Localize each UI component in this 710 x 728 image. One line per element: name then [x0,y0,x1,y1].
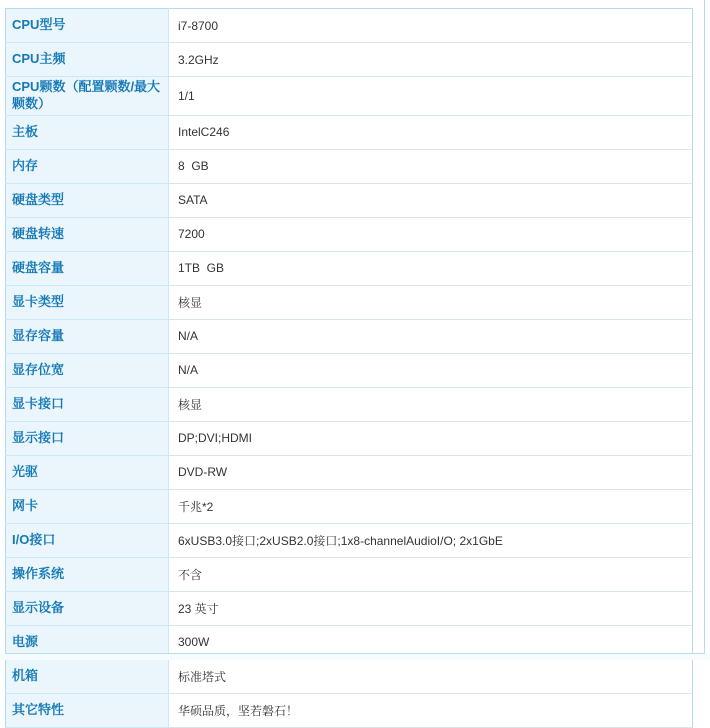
spec-label: 硬盘类型 [6,183,169,217]
spec-label: 机箱 [6,659,169,693]
spec-value: 8 GB [169,149,693,183]
spec-label: 其它特性 [6,693,169,727]
spec-label: CPU颗数（配置颗数/最大颗数） [6,77,169,116]
spec-row [6,353,693,387]
spec-value: 核显 [169,285,693,319]
spec-row [6,523,693,557]
spec-row [6,421,693,455]
spec-value: 23 英寸 [169,591,693,625]
spec-row [6,217,693,251]
spec-label: 主板 [6,115,169,149]
spec-label: 网卡 [6,489,169,523]
spec-row [6,387,693,421]
spec-value: N/A [169,319,693,353]
spec-label: 显卡接口 [6,387,169,421]
panel-footer-area [0,654,710,660]
spec-label: 显示设备 [6,591,169,625]
spec-row [6,659,693,693]
spec-value: 300W [169,625,693,659]
spec-label: 显示接口 [6,421,169,455]
spec-label: 显存位宽 [6,353,169,387]
spec-row [6,693,693,727]
spec-value: 华硕品质，坚若磐石！ [169,693,693,727]
spec-value: N/A [169,353,693,387]
spec-value: DVD-RW [169,455,693,489]
spec-value: 标准塔式 [169,659,693,693]
spec-value: DP;DVI;HDMI [169,421,693,455]
spec-label: 操作系统 [6,557,169,591]
spec-row [6,9,693,43]
spec-label: 光驱 [6,455,169,489]
spec-value: 3.2GHz [169,43,693,77]
spec-value: 6xUSB3.0接口;2xUSB2.0接口;1x8-channelAudioI/O; 2x1GbE [169,523,693,557]
spec-label: 显卡类型 [6,285,169,319]
spec-label: CPU型号 [6,9,169,43]
spec-value: SATA [169,183,693,217]
spec-label: I/O接口 [6,523,169,557]
spec-row [6,455,693,489]
spec-row [6,319,693,353]
spec-row [6,251,693,285]
spec-row [6,149,693,183]
spec-value: 千兆*2 [169,489,693,523]
spec-label: 电源 [6,625,169,659]
spec-label: CPU主频 [6,43,169,77]
spec-value: 1/1 [169,77,693,116]
spec-label: 硬盘容量 [6,251,169,285]
spec-label: 硬盘转速 [6,217,169,251]
spec-row [6,557,693,591]
spec-value: 不含 [169,557,693,591]
spec-row [6,591,693,625]
spec-value: i7-8700 [169,9,693,43]
spec-row [6,43,693,77]
spec-row [6,285,693,319]
spec-table-body [6,9,693,728]
spec-row [6,77,693,116]
spec-label: 内存 [6,149,169,183]
spec-row [6,183,693,217]
spec-value: 核显 [169,387,693,421]
spec-value: 7200 [169,217,693,251]
panel-right-border [704,0,705,654]
spec-table [5,8,693,728]
spec-label: 显存容量 [6,319,169,353]
spec-row [6,115,693,149]
spec-value: IntelC246 [169,115,693,149]
spec-value: 1TB GB [169,251,693,285]
spec-row [6,489,693,523]
